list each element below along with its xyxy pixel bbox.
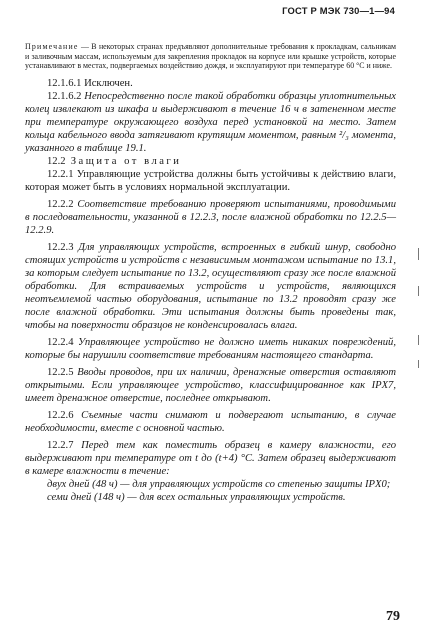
clause-number: 12.2.3 xyxy=(47,241,74,253)
clause-12-2-1: 12.2.1 Управляющие устройства должны быть устойчивы к действию влаги, которая может быть в условиях нормальной эксплуатации. xyxy=(25,168,396,193)
clause-12-2-4 xyxy=(25,336,396,362)
margin-mark xyxy=(418,286,419,296)
note-text: — В некоторых странах предъявляют дополнительные требования к прокладкам, сальникам и заливочным массам, используемым для закрепления прокладок на корпусе или крышке устройств, которые устанавливают в местах, подвергаемых воздействию дождя, и эксплуатируют при температуре 60 °С и ниже. xyxy=(25,42,396,71)
list-item-two-days: двух дней (48 ч) — для управляющих устройств со степенью защиты IPX0; xyxy=(47,478,391,490)
note-block xyxy=(25,42,396,71)
clause-text: Соответствие требованию проверяют испытаниями, проводимыми в последовательности, указанной в 12.2.3, после влажной обработки по 12.2.5—12.2.9. xyxy=(25,198,396,236)
clause-text: Управляющее устройство не должно иметь никаких повреждений, которые бы нарушили соответствие требованиям настоящего стандарта. xyxy=(25,336,396,361)
document-header: ГОСТ Р МЭК 730—1—94 xyxy=(282,5,395,16)
page-number: 79 xyxy=(386,609,400,624)
clause-12-2-7 xyxy=(25,439,396,478)
clause-text: Непосредственно после такой обработки образцы уплотнительных колец извлекают из шкафа и выдерживают в течение 16 ч в затененном месте при температуре окружающего воздуха перед установкой на место. Затем кольца кабельного ввода затягивают крутящим моментом, равным ²/₃ момента, указанного в таблице 19.1. xyxy=(25,90,396,154)
clause-number: 12.2.6 xyxy=(47,409,74,421)
clause-text: Перед тем как поместить образец в камеру влажности, его выдерживают при температуре от t до (t+4) °С. Затем образец выдерживают в камере влажности в течение: xyxy=(25,439,396,477)
clause-text: Вводы проводов, при их наличии, дренажные отверстия оставляют открытыми. Если управляющее устройство, классифицированное как IPX7, имеет дренажное отверстие, последнее открывают. xyxy=(25,366,396,404)
clause-number: 12.2.4 xyxy=(47,336,74,348)
clause-text: Съемные части снимают и подвергают испытанию, в случае необходимости, вместе с основной частью. xyxy=(25,409,396,434)
list-item-seven-days: семи дней (148 ч) — для всех остальных управляющих устройств. xyxy=(47,491,346,503)
clause-12-2-3 xyxy=(25,241,396,332)
margin-mark xyxy=(418,360,419,368)
clause-12-2-6 xyxy=(25,409,396,435)
clause-number: 12.2.5 xyxy=(47,366,74,378)
clause-number: 12.2.7 xyxy=(47,439,74,451)
clause-number: 12.1.6.2 xyxy=(47,90,82,102)
clause-12-2-5 xyxy=(25,366,396,405)
section-heading-12-2 xyxy=(25,155,396,168)
section-title: Защита от влаги xyxy=(65,155,182,167)
page-body xyxy=(25,42,396,504)
clause-text: Для управляющих устройств, встроенных в гибкий шнур, свободно стоящих устройств и устройств с независимым монтажом испытание по 13.1, за которым следует испытание по 13.2, осуществляют сразу же после влажной обработки. Для встраиваемых устройств и устройств, являющихся неотъемлемой частью оборудования, испытание по 13.2 проводят сразу же после влажной обработки. Эти испытания должны быть проведены так, чтобы на поверхности образцов не конденсировалась влага. xyxy=(25,241,396,331)
section-number: 12.2 xyxy=(47,155,66,167)
clause-12-2-2 xyxy=(25,198,396,237)
margin-mark xyxy=(418,248,419,260)
margin-mark xyxy=(418,335,419,345)
clause-number: 12.2.2 xyxy=(47,198,74,210)
note-lead: Примечание xyxy=(25,42,79,51)
clause-12-1-6-2 xyxy=(25,90,396,155)
clause-12-1-6-1: 12.1.6.1 Исключен. xyxy=(47,77,133,89)
